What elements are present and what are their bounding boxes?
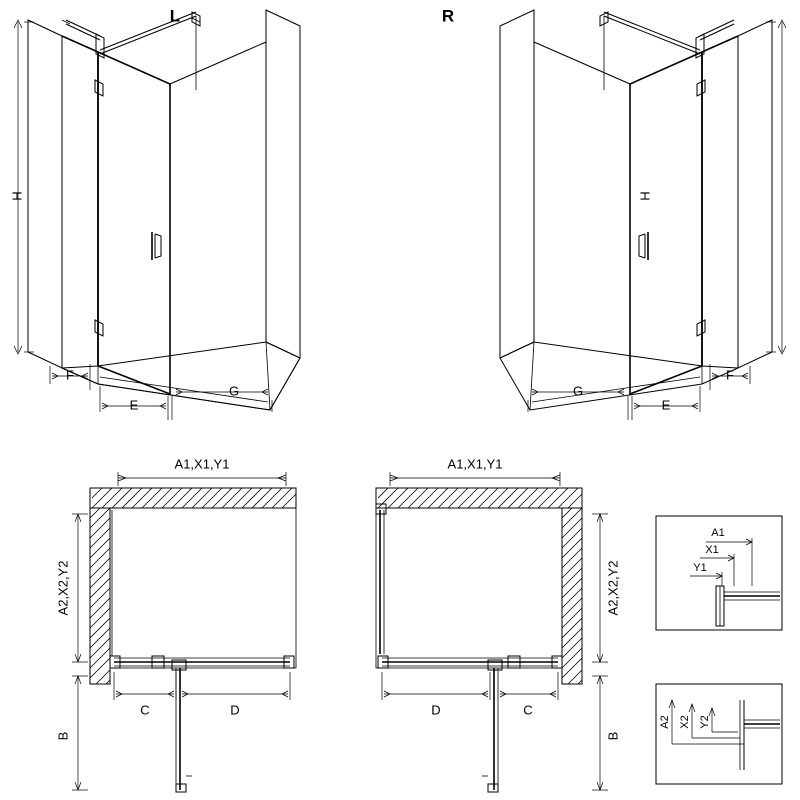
plan-left-dim-c: C (140, 702, 150, 718)
detail-top-label-y1: Y1 (693, 561, 707, 574)
iso-left-height-label: H (9, 191, 25, 201)
iso-right-fixed-label: G (572, 383, 584, 399)
iso-right-side-label: F (726, 367, 734, 383)
detail-top (656, 516, 782, 630)
iso-left-fixed-label: G (228, 383, 240, 399)
iso-right-door-label: E (661, 397, 671, 413)
plan-left-side-wall (90, 508, 110, 684)
plan-view-left (55, 456, 296, 792)
iso-left-door-label: E (129, 397, 139, 413)
detail-top-label-x1: X1 (705, 543, 719, 556)
plan-view-right (376, 456, 620, 792)
plan-right-top-wall (376, 488, 582, 508)
detail-bottom-label-x2: X2 (678, 715, 691, 729)
plan-right-side-wall (562, 508, 582, 684)
detail-bottom-label-a2: A2 (658, 715, 671, 729)
detail-bottom-label-y2: Y2 (698, 715, 711, 729)
iso-view-right (442, 6, 786, 420)
plan-left-swing-dim: B (55, 731, 71, 741)
plan-right-side-dim: A2,X2,Y2 (605, 560, 621, 616)
iso-right-height-label: H (637, 191, 653, 201)
plan-right-top-dim: A1,X1,Y1 (447, 456, 503, 472)
plan-left-top-wall (90, 488, 296, 508)
plan-right-dim-d: D (431, 702, 441, 718)
plan-right-dim-c: C (523, 702, 533, 718)
iso-left-side-label: F (66, 367, 74, 383)
detail-bottom (656, 684, 782, 784)
plan-left-side-dim: A2,X2,Y2 (55, 560, 71, 616)
plan-left-dim-d: D (230, 702, 240, 718)
plan-left-top-dim: A1,X1,Y1 (174, 456, 230, 472)
detail-top-label-a1: A1 (711, 526, 725, 539)
iso-view-left (9, 6, 300, 420)
iso-left-title: L (169, 6, 181, 26)
plan-right-swing-dim: B (605, 731, 621, 741)
iso-right-title: R (441, 6, 455, 26)
